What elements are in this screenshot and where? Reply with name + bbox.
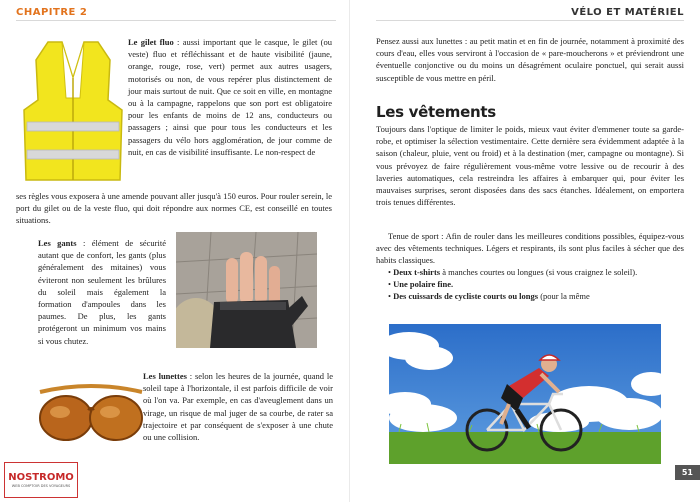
list-item: • Deux t-shirts à manches courtes ou longues (si vous craignez le soleil). (388, 267, 638, 277)
gilet-text: : aussi important que le casque, le gilet (ou veste) fluo et réfléchissant et de haute visibilité (jaune, orange, rouge, rose, vert) permet aux autres usagers, motorisés ou non, de vous repérer plus distinctement de jour mais surtout de nuit. Que ce soit en ville, en montagne ou à la campagne, rappelons que son port est obligatoire pour les enfants de moins de 12 ans, conducteurs ou passagers ; ainsi que pour tous les conducteurs et les passagers du vélo hors agglomération, de jour comme de nuit, en cas de visibilité insuffisante. Le non-respect de (128, 37, 332, 157)
page-number-right: 51 (675, 465, 700, 480)
header-rule (376, 20, 684, 21)
gilet-term: Le gilet fluo (128, 37, 174, 47)
gilet-paragraph-cont (16, 190, 332, 227)
lunettes-text: : selon les heures de la journée, quand le soleil tape à l'horizontale, il est parfois difficile de voir où l'on va. Par exemple, en cas d'aveuglement dans un virage, un risque de mal juger de sa courbe, de rater sa trajectoire et par conséquent de s'exposer à une chute ou une collision. (143, 371, 333, 443)
bullet-bold: Des cuissards de cycliste courts ou longs (393, 291, 539, 302)
bullet-text: à manches courtes ou longues (si vous craignez le soleil). (440, 267, 638, 277)
chapter-header: CHAPITRE 2 (16, 7, 88, 18)
header-rule (16, 20, 336, 21)
lunettes-paragraph (143, 370, 333, 443)
gants-text: : élément de sécurité autant que de confort, les gants (plus généralement des mitaines) vous éviteront non seulement les brûlures du soleil mais également la formation d'ampoules dans les paumes. De plus, les gants protégeront un minimum vos mains si vous chutez. (38, 238, 167, 346)
section-title: Les vêtements (376, 103, 496, 121)
right-page (350, 0, 700, 502)
glove-photo (176, 232, 317, 348)
fluo-vest-image (18, 38, 128, 186)
nostromo-logo (4, 462, 78, 498)
lunettes-term: Les lunettes (143, 371, 187, 381)
intro-paragraph: Pensez aussi aux lunettes : au petit matin et en fin de journée, notamment à proximité des cours d'eau, elles vous serviront à l'occasion de « pare-moucherons » et préviendront une éventuelle conjonctive ou du moins un désagrément oculaire ponctuel, qui serait aussi susceptible de vous mettre en péril. (376, 36, 684, 83)
tenue-paragraph: Tenue de sport : Afin de rouler dans les meilleures conditions possibles, équipez-vous avec des vêtements techniques. Légers et respirants, ils sont plus faciles à sécher que des habits classiques. (376, 231, 684, 266)
bullet-bold: Deux t-shirts (393, 267, 441, 277)
cyclist-photo (389, 324, 661, 464)
gilet-paragraph (128, 36, 332, 158)
list-item: • Des cuissards de cycliste courts ou longs (pour la même (388, 291, 590, 302)
section-header: VÉLO ET MATÉRIEL (571, 7, 684, 18)
gilet-text-cont: ses règles vous exposera à une amende pouvant aller jusqu'à 150 euros. Pour rouler serein, le port du gilet ou de la veste fluo, qui doit répondre aux normes CE, est conseillé en toutes situations. (16, 191, 332, 226)
gants-term: Les gants (38, 238, 77, 248)
bullet-text: (pour la même (538, 291, 590, 302)
logo-tagline: WEB COMPTOIR DES VOYAGEURS (11, 484, 71, 488)
vetements-paragraph: Toujours dans l'optique de limiter le poids, mieux vaut éviter d'emmener toute sa garde-robe, et optimiser la sélection vestimentaire. Cette dernière sera évidemment adaptée à la saison (chaleur, pluie, vent ou froid) et à la destination (mer, campagne ou montagne). Si vous prévoyez de faire régulièrement vous-même votre lessive ou de recourir à des laveries automatiques, cela restreindra les affaires à embarquer qui, pour éviter les mauvaises surprises, seront disposées dans des sacs étanches. Idéalement, on emportera trois tenues différentes. (376, 124, 684, 208)
sunglasses-image (36, 378, 146, 450)
bullet-list (376, 266, 684, 303)
logo-name: NOSTROMO (8, 472, 74, 483)
gants-paragraph (38, 237, 166, 347)
bullet-bold: Une polaire fine. (393, 279, 454, 290)
list-item: • Une polaire fine. (388, 279, 454, 290)
